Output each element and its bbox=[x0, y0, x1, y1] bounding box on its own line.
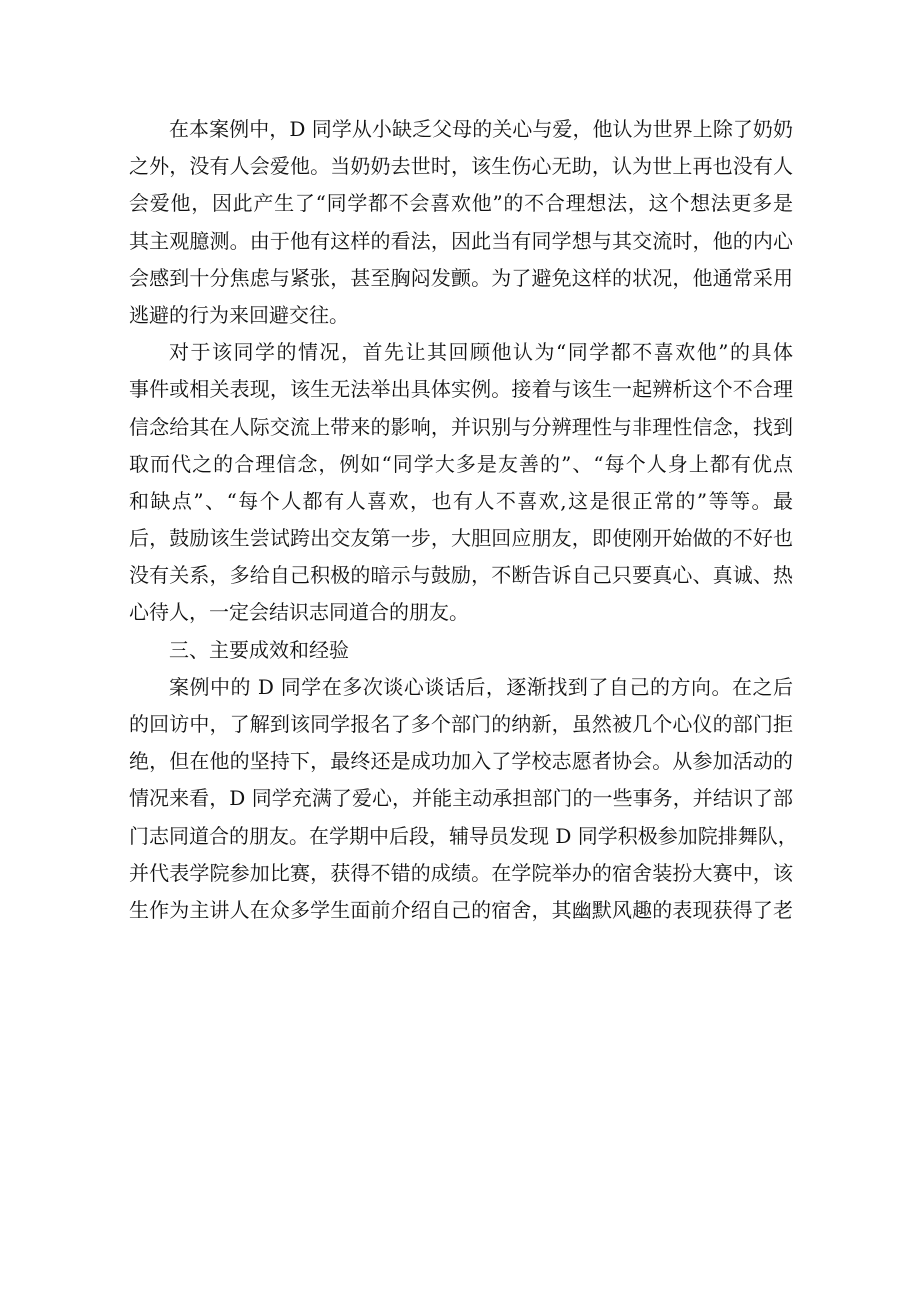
text-line: 门志同道合的朋友。在学期中后段，辅导员发现 D 同学积极参加院排舞队， bbox=[129, 823, 798, 848]
text-line: 心待人，一定会结识志同道合的朋友。 bbox=[129, 600, 469, 625]
text-line: 和缺点”、“每个人都有人喜欢，也有人不喜欢,这是很正常的”等等。最 bbox=[129, 488, 793, 513]
text-line: 没有关系，多给自己积极的暗示与鼓励，不断告诉自己只要真心、真诚、热 bbox=[129, 563, 793, 588]
text-line: 在本案例中，D 同学从小缺乏父母的关心与爱，他认为世界上除了奶奶 bbox=[169, 117, 793, 141]
document-body bbox=[129, 111, 798, 929]
text-line: 会感到十分焦虑与紧张，甚至胸闷发颤。为了避免这样的状况，他通常采用 bbox=[129, 265, 793, 290]
text-line: 生作为主讲人在众多学生面前介绍自己的宿舍，其幽默风趣的表现获得了老 bbox=[129, 897, 793, 922]
text-line: 后，鼓励该生尝试跨出交友第一步，大胆回应朋友，即使刚开始做的不好也 bbox=[129, 526, 793, 551]
text-line: 绝，但在他的坚持下，最终还是成功加入了学校志愿者协会。从参加活动的 bbox=[129, 749, 793, 774]
heading-text: 三、主要成效和经验 bbox=[169, 637, 349, 662]
text-line: 逃避的行为来回避交往。 bbox=[129, 302, 349, 327]
text-line: 事件或相关表现，该生无法举出具体实例。接着与该生一起辨析这个不合理 bbox=[129, 377, 793, 402]
text-line: 对于该同学的情况，首先让其回顾他认为“同学都不喜欢他”的具体 bbox=[169, 340, 793, 365]
text-line: 并代表学院参加比赛，获得不错的成绩。在学院举办的宿舍装扮大赛中，该 bbox=[129, 860, 793, 885]
text-line: 取而代之的合理信念，例如“同学大多是友善的”、“每个人身上都有优点 bbox=[129, 451, 793, 476]
text-line: 信念给其在人际交流上带来的影响，并识别与分辨理性与非理性信念，找到 bbox=[129, 414, 793, 439]
text-line: 情况来看，D 同学充满了爱心，并能主动承担部门的一些事务，并结识了部 bbox=[129, 786, 793, 811]
text-line: 其主观臆测。由于他有这样的看法，因此当有同学想与其交流时，他的内心 bbox=[129, 228, 793, 253]
text-line: 案例中的 D 同学在多次谈心谈话后，逐渐找到了自己的方向。在之后 bbox=[169, 674, 793, 699]
text-line: 的回访中，了解到该同学报名了多个部门的纳新，虽然被几个心仪的部门拒 bbox=[129, 712, 793, 736]
paragraph-3 bbox=[129, 669, 798, 929]
text-line: 之外，没有人会爱他。当奶奶去世时，该生伤心无助，认为世上再也没有人 bbox=[129, 154, 793, 179]
paragraph-2 bbox=[129, 334, 793, 632]
paragraph-1 bbox=[129, 111, 793, 334]
text-line: 会爱他，因此产生了“同学都不会喜欢他”的不合理想法，这个想法更多是 bbox=[129, 191, 793, 216]
section-heading bbox=[129, 632, 793, 669]
